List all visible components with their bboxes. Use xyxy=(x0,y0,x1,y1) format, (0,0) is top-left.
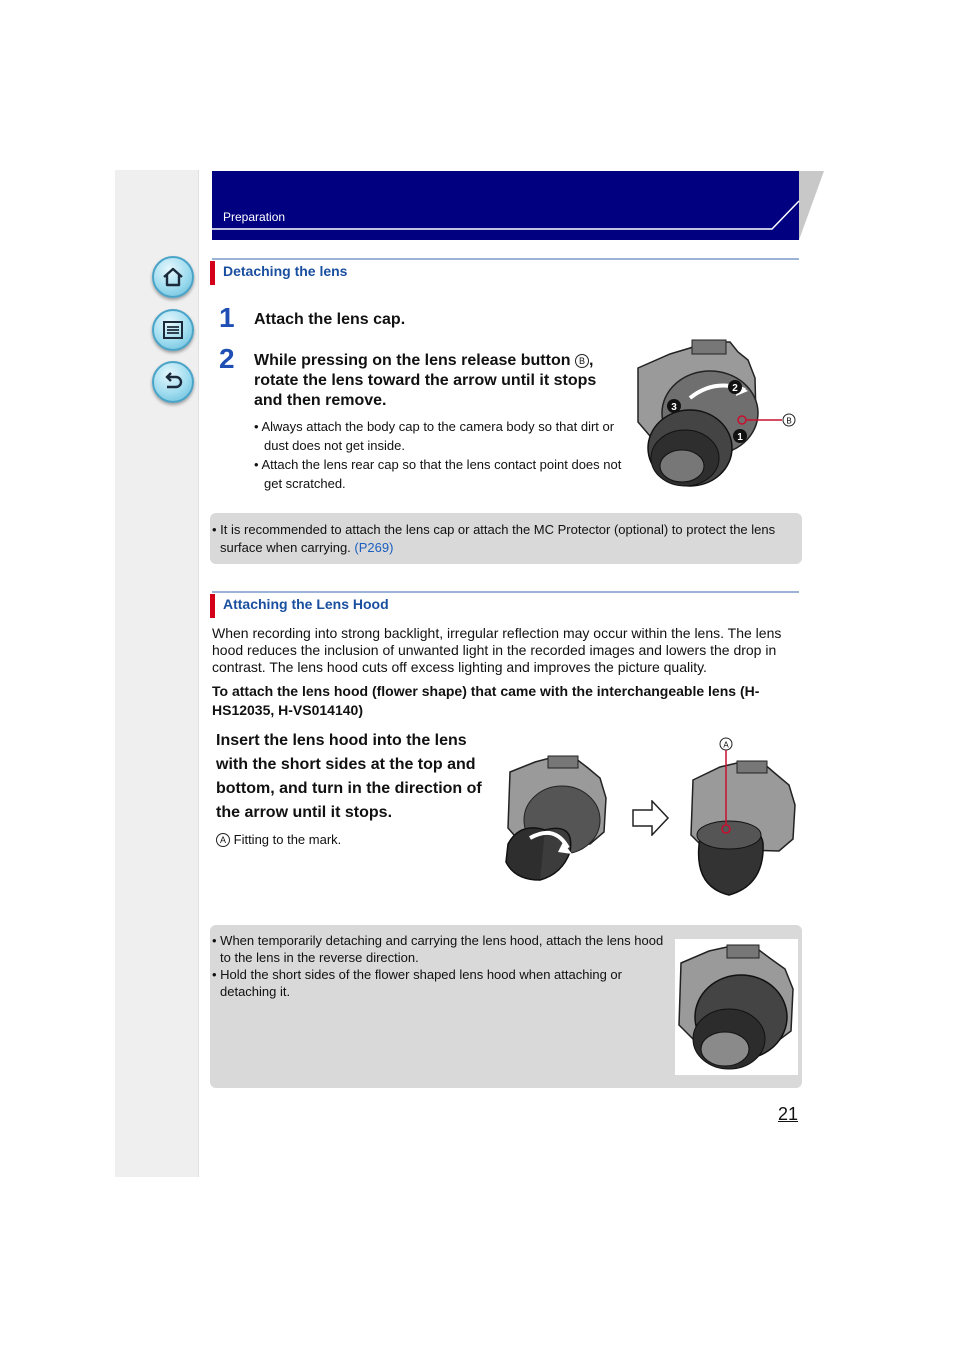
chapter-label: Preparation xyxy=(223,210,286,224)
hood-instruction: Insert the lens hood into the lens with the short sides at the top and bottom, and turn in the direction of the arrow until it stops. xyxy=(216,732,482,821)
back-arrow-icon xyxy=(162,371,184,393)
section-rule xyxy=(212,591,799,593)
camera-hood-reversed-figure xyxy=(675,939,798,1075)
page-number: 21 xyxy=(778,1104,799,1124)
figure-label-b: B xyxy=(786,416,792,426)
next-step-arrow-icon xyxy=(632,800,670,836)
section-marker xyxy=(210,594,215,618)
section-title-hood: Attaching the Lens Hood xyxy=(223,596,389,612)
section-marker xyxy=(210,261,215,285)
chapter-header-band xyxy=(212,171,799,240)
list-item: • Hold the short sides of the flower shaped lens hood when attaching or detaching it. xyxy=(212,967,622,999)
back-button[interactable] xyxy=(152,361,194,403)
hood-caption: A Fitting to the mark. xyxy=(216,832,341,847)
menu-list-icon xyxy=(162,319,184,341)
figure-label-1: 1 xyxy=(737,432,743,443)
marker-a: A xyxy=(216,833,230,847)
list-item: • When temporarily detaching and carrying the lens hood, attach the lens hood to the lens in the reverse direction. xyxy=(212,933,664,965)
camera-hood-attached-figure xyxy=(685,735,800,900)
step-number-2: 2 xyxy=(219,343,235,374)
figure-label-3: 3 xyxy=(671,402,677,413)
step-text-2-part1: While pressing on the lens release button xyxy=(254,352,571,369)
home-button[interactable] xyxy=(152,256,194,298)
section-title-detaching: Detaching the lens xyxy=(223,263,348,279)
figure-label-a: A xyxy=(723,740,729,750)
list-item: • Always attach the body cap to the camera body so that dirt or dust does not get inside. xyxy=(254,419,615,453)
contents-menu-button[interactable] xyxy=(152,309,194,351)
step-number-1: 1 xyxy=(219,302,235,333)
page-link-p269[interactable]: (P269) xyxy=(354,540,394,555)
figure-label-2: 2 xyxy=(732,383,738,394)
list-item: • Attach the lens rear cap so that the lens contact point does not get scratched. xyxy=(254,457,622,491)
section-rule xyxy=(212,258,799,260)
step-text-1: Attach the lens cap. xyxy=(254,311,406,328)
home-icon xyxy=(162,266,184,288)
note-lens-cap: • It is recommended to attach the lens cap or attach the MC Protector (optional) to protect the lens surface when carrying. (P269) xyxy=(212,522,776,555)
detaching-notes xyxy=(254,417,624,493)
step-text-2 xyxy=(254,351,624,411)
hood-intro-paragraph: When recording into strong backlight, irregular reflection may occur within the lens. The lens hood reduces the inclusion of unwanted light in the recorded images and lowers the drop in contrast. The lens hood cuts off excess lighting and improves the picture quality. xyxy=(212,625,782,675)
note-hood xyxy=(212,932,664,1000)
marker-b: B xyxy=(575,354,589,368)
camera-hood-insert-figure xyxy=(500,752,615,884)
camera-lens-detach-figure xyxy=(630,338,800,490)
hood-bold-paragraph: To attach the lens hood (flower shape) that came with the interchangeable lens (H-HS12035, H-VS014140) xyxy=(212,683,760,718)
step-text-2-part2: , rotate the lens toward the arrow until it stops and then remove. xyxy=(254,352,597,409)
